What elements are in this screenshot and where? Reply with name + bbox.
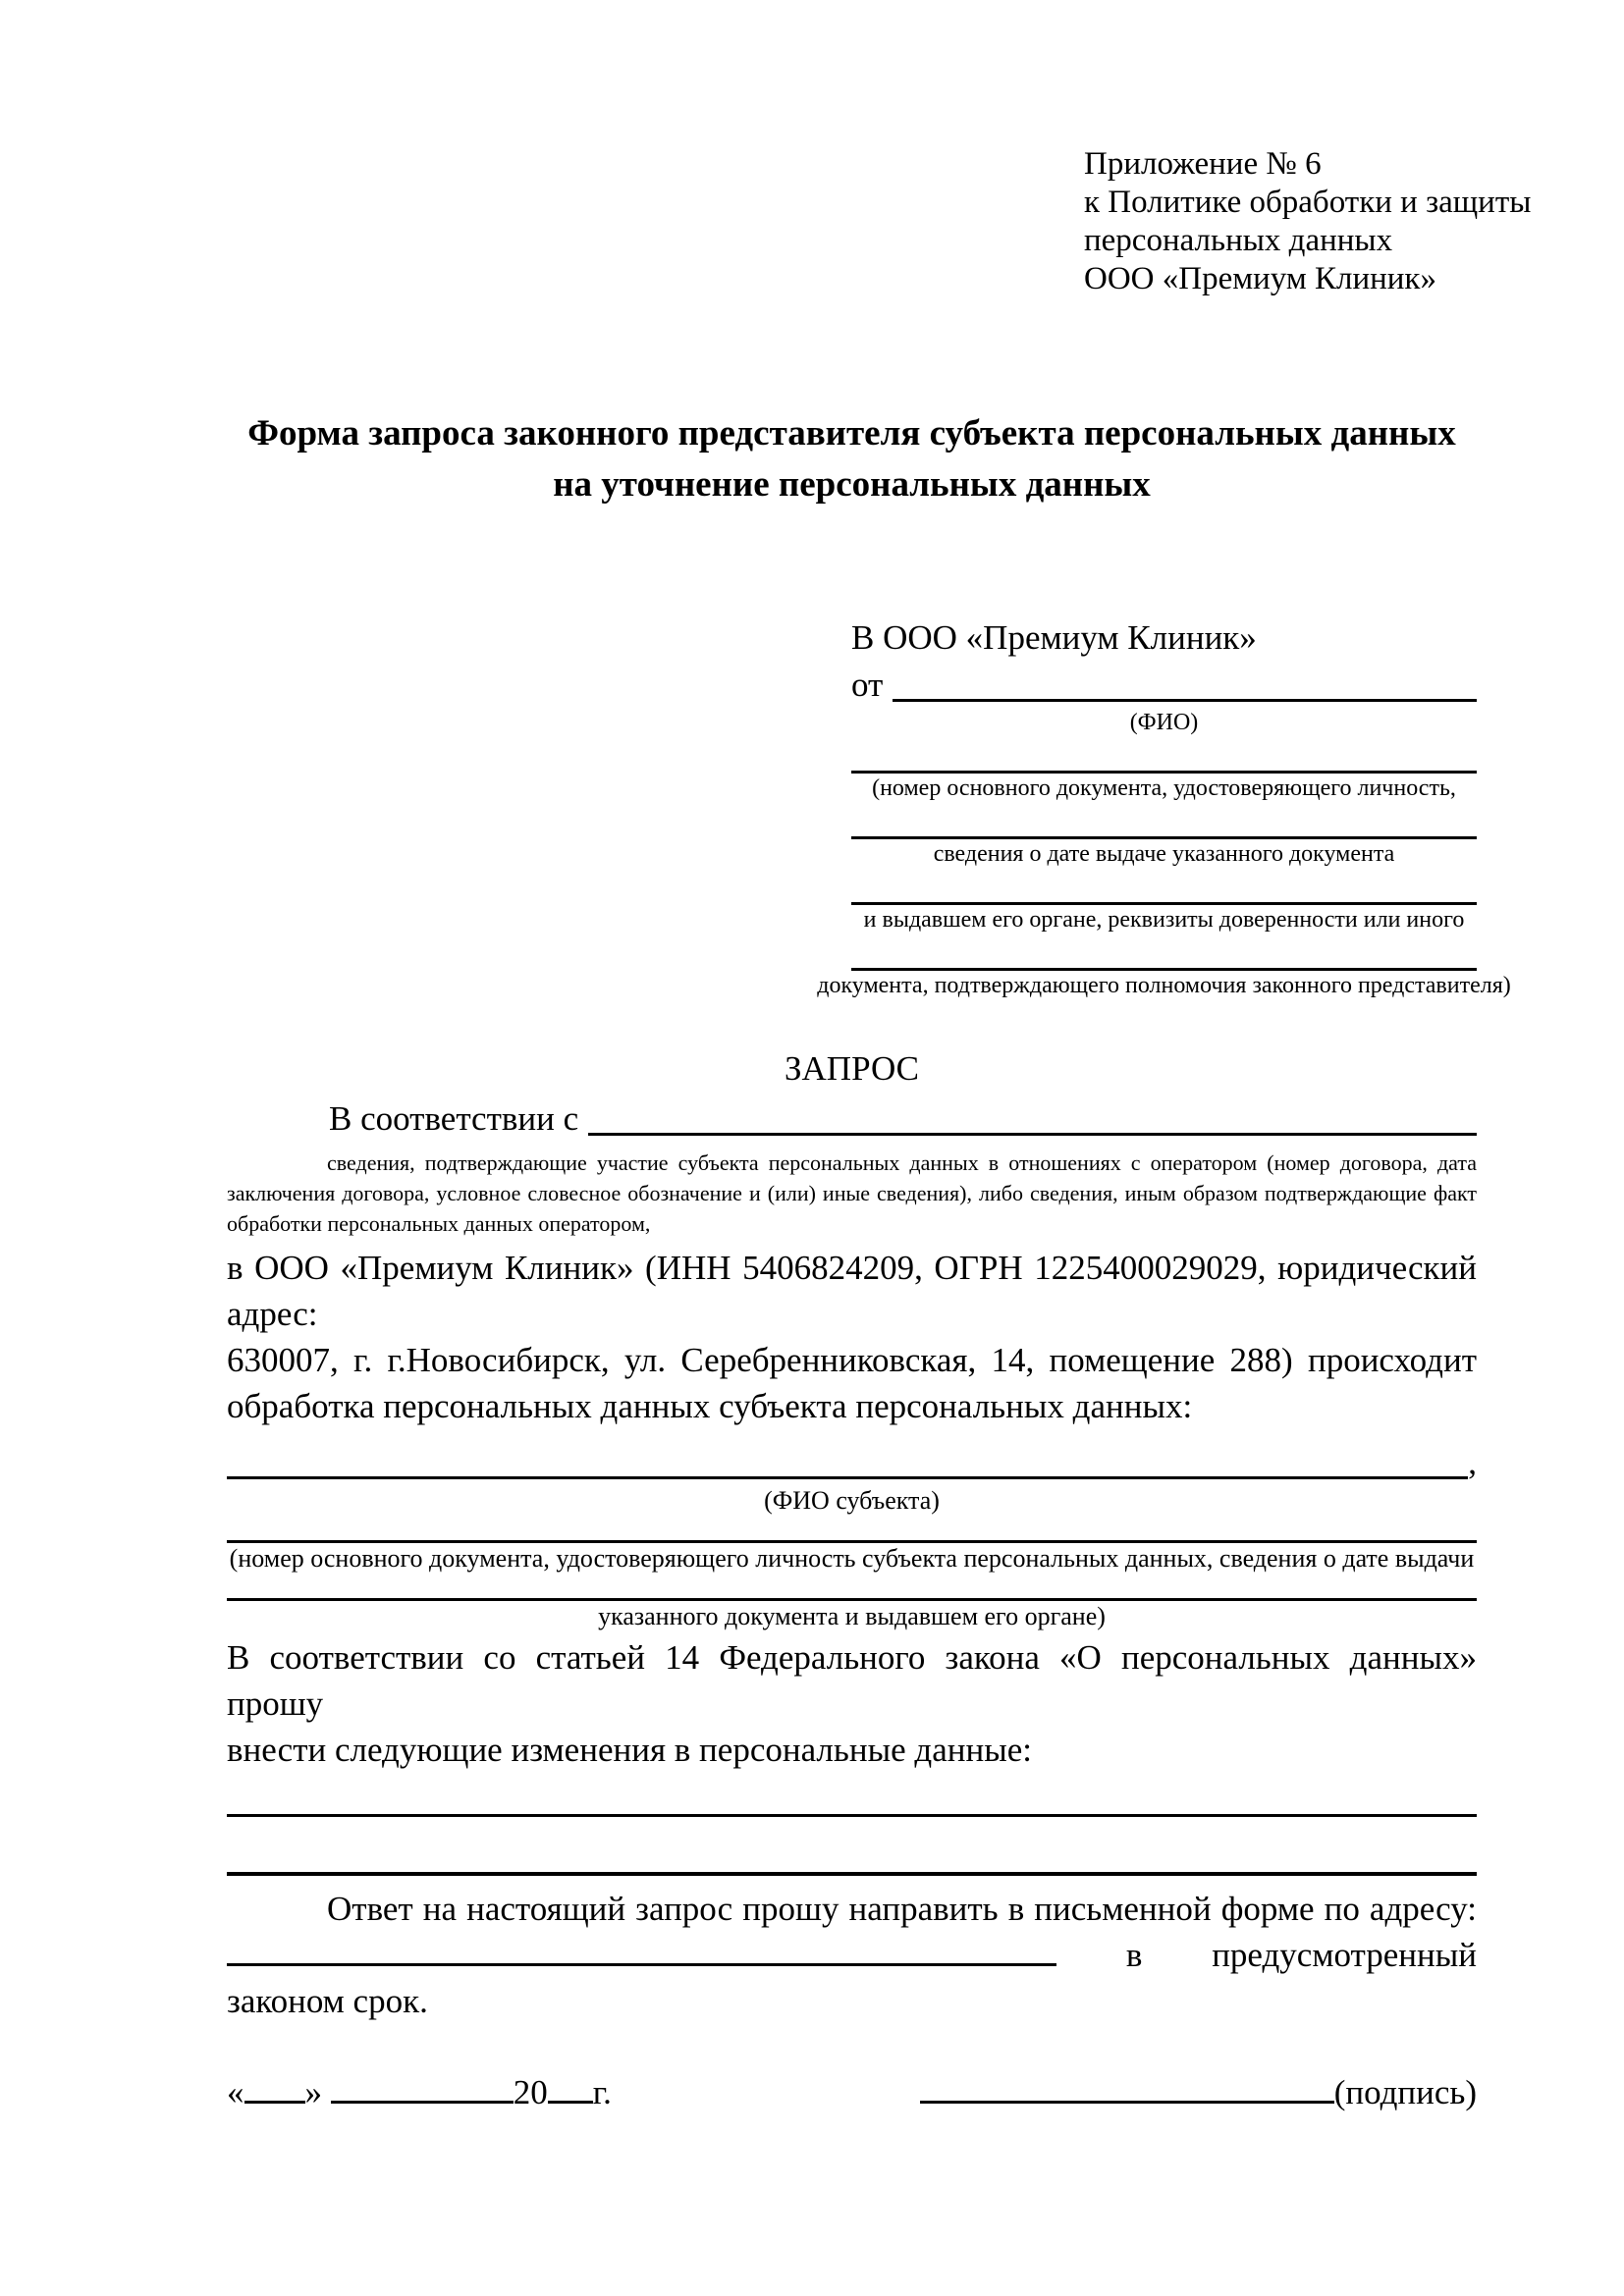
footnote-line: сведения, подтверждающие участие субъекта персональных данных в отношениях с оператором (номер договора, дата <box>327 1150 1477 1175</box>
law-line: В соответствии со статьей 14 Федерального закона «О персональных данных» прошу <box>227 1638 1477 1723</box>
footnote-line: заключения договора, условное словесное обозначение и (или) иные сведения), либо сведения, иным образом подтверждающие факт <box>227 1181 1477 1205</box>
operator-line: обработка персональных данных субъекта персональных данных: <box>227 1387 1193 1425</box>
issue-date-caption: сведения о дате выдаче указанного документа <box>933 841 1395 867</box>
appendix-block <box>1084 145 1532 298</box>
basis-blank-line <box>588 1095 1477 1136</box>
issuing-authority-caption: и выдавшем его органе, реквизиты доверенности или иного <box>863 907 1465 933</box>
law-line: внести следующие изменения в персональные данные: <box>227 1731 1032 1769</box>
reply-word: в <box>1125 1936 1143 1974</box>
request-heading: ЗАПРОС <box>784 1049 920 1088</box>
signature-field <box>920 2069 1477 2115</box>
fio-blank-line <box>893 662 1477 702</box>
addressee-block <box>817 614 1511 1000</box>
reply-line-1: Ответ на настоящий запрос прошу направить в письменной форме по адресу: <box>327 1890 1477 1928</box>
reply-word: предусмотренный <box>1212 1936 1477 1974</box>
signature-caption: (подпись) <box>1333 2073 1477 2111</box>
appendix-line: к Политике обработки и защиты <box>1084 185 1532 220</box>
subject-authority-caption: указанного документа и выдавшем его органе) <box>598 1602 1106 1630</box>
basis-footnote <box>227 1148 1477 1239</box>
appendix-line: персональных данных <box>1084 223 1393 258</box>
signature-blank-line <box>920 2101 1334 2104</box>
year-suffix: г. <box>592 2073 612 2111</box>
page-title-line: на уточнение персональных данных <box>553 464 1151 505</box>
subject-fio-caption: (ФИО субъекта) <box>764 1486 940 1515</box>
law-paragraph <box>227 1634 1477 1773</box>
operator-line: 630007, г. г.Новосибирск, ул. Серебренниковская, 14, помещение 288) происходит <box>227 1341 1477 1379</box>
addressee-to: В ООО «Премиум Клиник» <box>851 618 1257 657</box>
date-open-quote: « <box>227 2073 244 2111</box>
changes-blank-line-2 <box>227 1817 1477 1876</box>
changes-blank-line-1 <box>227 1773 1477 1817</box>
date-field <box>227 2069 612 2115</box>
addressee-from-row <box>851 662 1477 708</box>
reply-line-3: законом срок. <box>227 1982 428 2020</box>
year-century: 20 <box>513 2073 548 2111</box>
operator-paragraph <box>227 1245 1477 1429</box>
reply-address-blank-line <box>227 1963 1056 1966</box>
page-title <box>227 408 1477 510</box>
reply-paragraph <box>227 1886 1477 2024</box>
date-close-quote: » <box>304 2073 322 2111</box>
appendix-line: ООО «Премиум Клиник» <box>1084 261 1436 296</box>
fio-caption: (ФИО) <box>1129 710 1199 735</box>
reply-line-2 <box>227 1932 1477 1978</box>
appendix-line: Приложение № 6 <box>1084 146 1322 182</box>
page-title-line: Форма запроса законного представителя субъекта персональных данных <box>247 413 1456 454</box>
year-blank-line <box>548 2101 593 2104</box>
operator-line: в ООО «Премиум Клиник» (ИНН 5406824209, ОГРН 1225400029029, юридический адрес: <box>227 1249 1477 1333</box>
subject-fio-comma: , <box>1468 1443 1477 1481</box>
day-blank-line <box>244 2101 305 2104</box>
subject-document-caption: (номер основного документа, удостоверяющего личность субъекта персональных данных, сведения о дате выдачи <box>229 1544 1475 1573</box>
month-blank-line <box>331 2101 514 2104</box>
basis-label: В соответствии с <box>329 1099 579 1138</box>
document-number-caption: (номер основного документа, удостоверяющего личность, <box>872 775 1456 801</box>
subject-fio-row <box>227 1439 1477 1485</box>
date-signature-row <box>227 2069 1477 2115</box>
authority-document-caption: документа, подтверждающего полномочия законного представителя) <box>817 973 1511 998</box>
from-label: от <box>851 666 884 704</box>
basis-row <box>227 1095 1477 1142</box>
footnote-line: обработки персональных данных оператором, <box>227 1211 651 1236</box>
subject-fio-blank-line <box>227 1439 1468 1479</box>
